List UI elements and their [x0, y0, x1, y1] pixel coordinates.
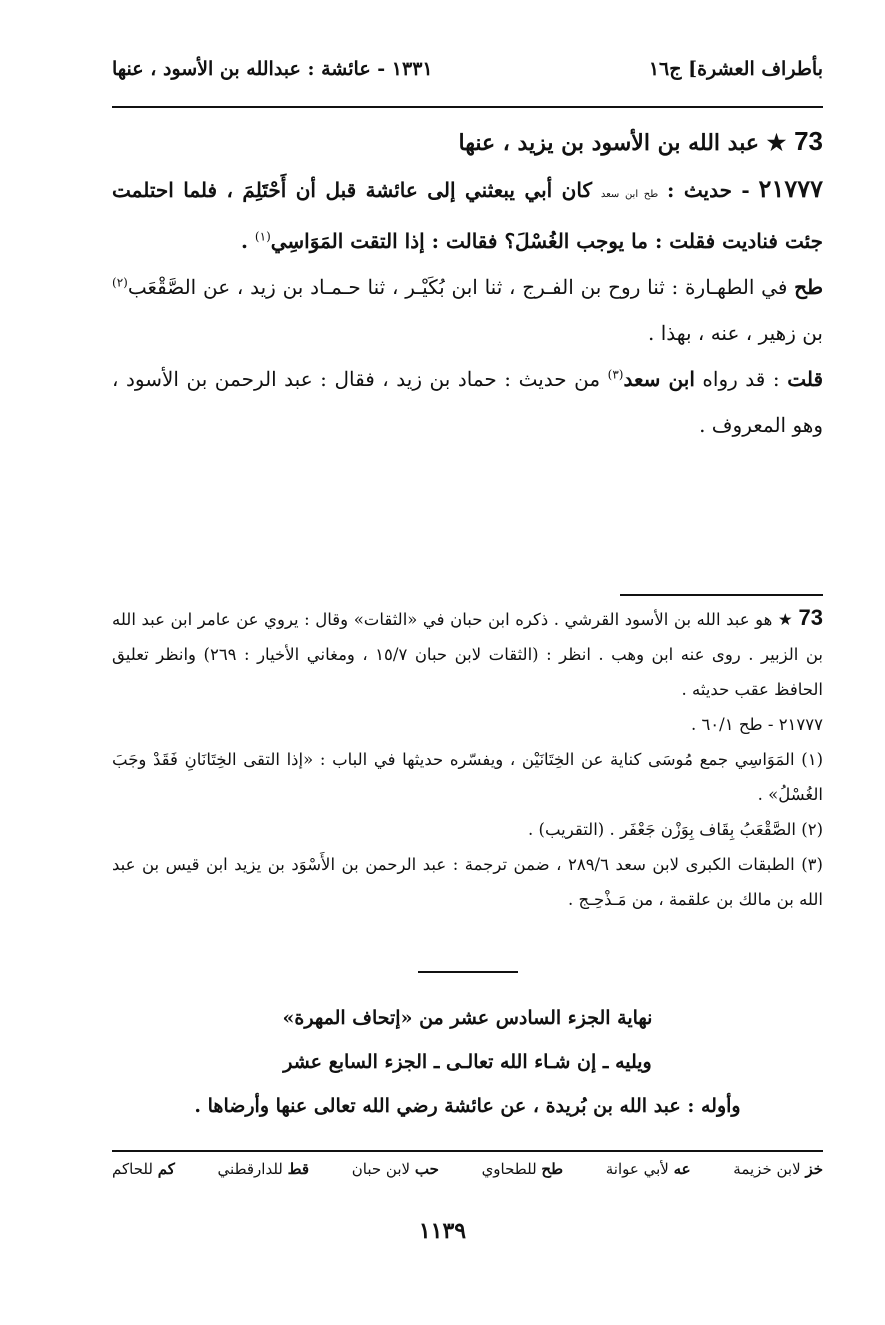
end-rule — [418, 971, 518, 973]
legend-rule — [112, 1150, 823, 1152]
hadith-text: كان أبي يبعثني إلى عائشة قبل أن أَحْتَلِمَ ، فلما احتلمت جئت فناديت فقلت : ما يوجب الغُسْلَ؟ فقالت : إذا التقت المَوَاسِي — [112, 178, 823, 253]
legend-item: عه لأبي عوانة — [605, 1160, 691, 1178]
hadith-sigil: طح ابن سعد — [600, 189, 659, 200]
star-icon: ★ — [766, 130, 787, 156]
star-icon: ★ — [777, 610, 793, 629]
footnote-hadith: ٢١٧٧٧ - طح ٦٠/١ . — [690, 715, 823, 734]
hadith-number: ٢١٧٧٧ — [758, 174, 823, 203]
running-header — [112, 58, 823, 92]
isnad-text-end: بن زهير ، عنه ، بهذا . — [647, 321, 823, 345]
main-text — [112, 118, 823, 448]
footnote-ref-3: (٣) — [607, 367, 624, 382]
colophon-line-3: وأوله : عبد الله بن بُريدة ، عن عائشة رضي الله تعالى عنها وأرضاها . — [194, 1095, 741, 1117]
legend-item: خز لابن خزيمة — [733, 1160, 823, 1178]
hadith-paragraph — [112, 166, 823, 264]
footnote-3: (٣) الطبقات الكبرى لابن سعد ٢٨٩/٦ ، ضمن ترجمة : عبد الرحمن بن الأَسْوَد بن يزيد ابن قيس بن عبد الله بن مالك بن علقمة ، من مَـذْحِـج . — [112, 855, 823, 909]
page-number: ١١٣٩ — [418, 1218, 467, 1244]
qultu-text: : قد رواه — [694, 367, 788, 391]
abbreviation-legend — [112, 1160, 823, 1178]
footnotes — [112, 600, 823, 917]
qultu-text-end: من حديث : حماد بن زيد ، فقال : عبد الرحمن بن الأسود ، وهو المعروف . — [112, 367, 823, 437]
footnote-ref-1: (١) — [254, 229, 271, 244]
chapter-title: عبد الله بن الأسود بن يزيد ، عنها — [458, 130, 759, 156]
legend-item: حب لابن حبان — [351, 1160, 439, 1178]
hadith-end: . — [240, 229, 255, 253]
qultu-label: قلت — [787, 367, 824, 391]
header-rule — [112, 106, 823, 108]
hadith-label: - حديث : — [667, 178, 750, 202]
footnote-73 — [112, 600, 823, 707]
footnotes-rule — [620, 594, 823, 596]
footnote-2: (٢) الصَّقْعَبُ بِقَاف بِوَزْن جَعْفَر . (التقريب) . — [528, 820, 823, 839]
isnad-label: طح — [794, 275, 823, 299]
legend-item: قط للدارقطني — [217, 1160, 310, 1178]
footnote-73-text: هو عبد الله بن الأسود القرشي . ذكره ابن حبان في «الثقات» وقال : يروي عن عامر ابن عبد الله بن الزبير . روى عنه ابن وهب . انظر : (الثقات لابن حبان ١٥/٧ ، ومغاني الأخيار : ٢٦٩) وانظر تعليق الحافظ عقب حديثه . — [112, 610, 823, 699]
header-chapter-title: ١٣٣١ - عائشة : عبدالله بن الأسود ، عنها — [112, 58, 433, 80]
header-volume-title: بأطراف العشرة] ج١٦ — [648, 58, 823, 80]
chapter-heading — [112, 118, 823, 166]
legend-item: طح للطحاوي — [481, 1160, 564, 1178]
legend-item: كم للحاكم — [112, 1160, 175, 1178]
colophon — [112, 996, 823, 1128]
isnad-paragraph — [112, 264, 823, 356]
footnote-ref-2: (٢) — [112, 275, 128, 290]
colophon-line-2: ويليه ـ إن شـاء الله تعالـى ـ الجزء السابع عشر — [283, 1051, 652, 1073]
colophon-line-1: نهاية الجزء السادس عشر من «إتحاف المهرة» — [282, 1007, 653, 1029]
footnote-1: (١) المَوَاسِي جمع مُوسَى كناية عن الخِتَانَيْن ، ويفسّره حديثها في الباب : «إذا التقى الخِتَانَانِ فَقَدْ وجَبَ الغُسْلُ» . — [112, 750, 823, 804]
chapter-number: 73 — [794, 126, 823, 156]
qultu-paragraph — [112, 356, 823, 448]
qultu-source: ابن سعد — [623, 367, 695, 391]
isnad-text: في الطهـارة : ثنا روح بن الفـرج ، ثنا ابن بُكَيْـر ، ثنا حـمـاد بن زيد ، عن الصَّقْعَب — [127, 275, 795, 299]
footnote-73-number: 73 — [798, 605, 823, 630]
